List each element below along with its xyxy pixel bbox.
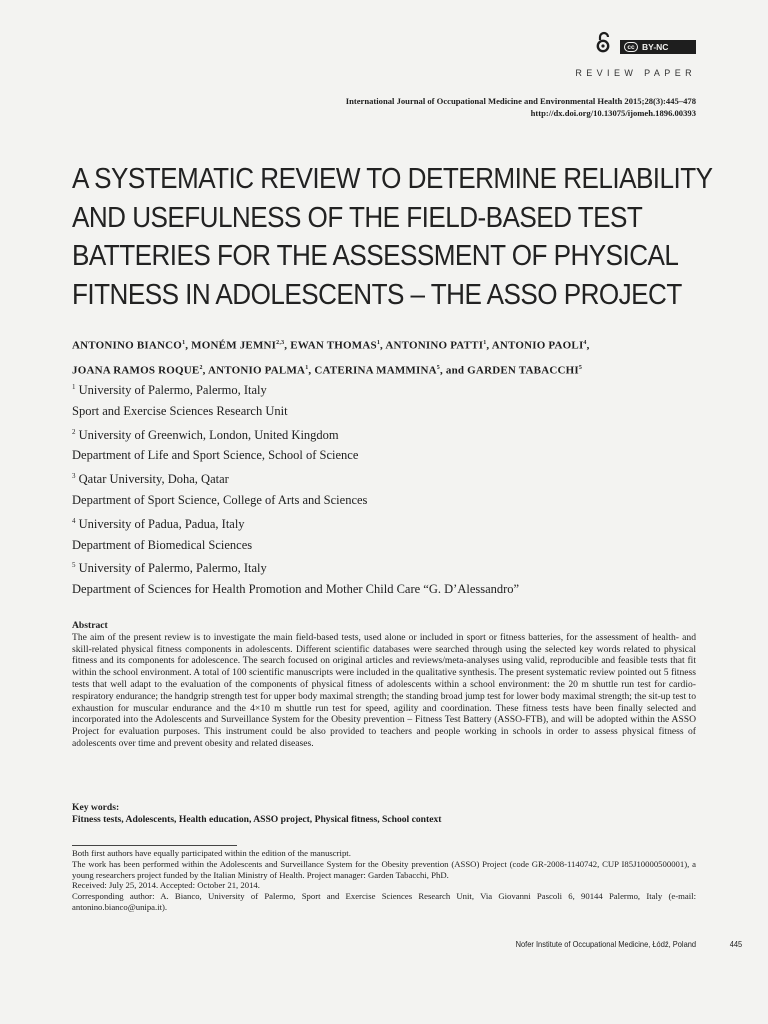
affil-text: University of Greenwich, London, United Kingdom — [78, 427, 339, 442]
journal-citation: International Journal of Occupational Medicine and Environmental Health 2015;28(3):445–478 — [345, 96, 696, 106]
author-separator: , — [185, 339, 192, 352]
author-affil-marker: 2 — [199, 364, 203, 371]
author-separator: , — [202, 364, 208, 377]
author-separator: , — [586, 339, 590, 352]
affil-text: Department of Biomedical Sciences — [72, 537, 253, 552]
author-affil-marker: 2,3 — [276, 340, 285, 346]
article-title — [72, 160, 713, 314]
affil-text: Qatar University, Doha, Qatar — [78, 472, 229, 487]
author-affil-marker: 1 — [182, 340, 186, 346]
author-separator: , — [486, 339, 492, 352]
author-separator: , and — [439, 364, 468, 377]
affiliation-line — [72, 445, 712, 466]
abstract-heading: Abstract — [72, 620, 108, 631]
author-name: EWAN THOMAS — [290, 339, 377, 352]
author-affil-marker: 1 — [376, 340, 381, 346]
author-name: GARDEN TABACCHI — [467, 364, 579, 377]
author-affil-marker: 1 — [305, 364, 309, 371]
affil-text: University of Palermo, Palermo, Italy — [78, 383, 267, 398]
author-name: ANTONIO PALMA — [207, 364, 306, 377]
author-separator: , — [284, 339, 291, 352]
creative-commons-icon: cc — [624, 42, 638, 52]
footnote-item: Corresponding author: A. Bianco, University of Palermo, Sport and Exercise Sciences Research Unit, Via Giovanni Pascoli 6, 90144 Palermo, Italy (e-mail: antonino.bianco@unipa.it). — [72, 891, 696, 912]
author-name: MONÉM JEMNI — [191, 339, 277, 352]
keywords-heading: Key words: — [72, 802, 120, 813]
affiliation-line — [72, 511, 712, 535]
affiliation-line — [72, 535, 712, 556]
author-affil-marker: 5 — [578, 364, 583, 371]
open-access-icon — [594, 31, 612, 53]
abstract-body: The aim of the present review is to investigate the main field-based tests, used alone or included in sport or fitness batteries, for the assessment of health- and skill-related physical fitness components in adolescents. Different scientific databases were searched through using the selected key words related to physical fitness and its components for adolescence. The search focused on original articles and reviews/meta-analyses using valid, reproducible and feasible tests that fit within the school environment. A total of 100 scientific manuscripts were included in the qualitative synthesis. The present systematic review pointed out 5 fitness tests that well adapt to the evaluation of the components of physical fitness of adolescents within a school environment: the 20 m shuttle run test for cardio-respiratory endurance; the handgrip strength test for upper body maximal strength; the standing broad jump test for lower body maximal strength; the sit-up test to exhaustion for muscular endurance and the 4×10 m shuttle run test for speed, agility and coordination. These fitness tests have been finally selected and incorporated into the Adolescents and Surveillance System for the Obesity prevention – Fitness Test Battery (ASSO-FTB), and will be adopted within the ASSO Project for evaluation purposes. This instrument could be also provided to teachers and people working in schools in order to assess physical fitness of adolescents over time and prevent obesity and related diseases. — [72, 631, 696, 749]
affil-marker: 1 — [72, 383, 76, 391]
affil-text: University of Palermo, Palermo, Italy — [78, 561, 267, 576]
affiliation-line — [72, 401, 712, 422]
author-affil-marker: 4 — [583, 340, 587, 346]
title-line: A SYSTEMATIC REVIEW TO DETERMINE RELIABILITY — [72, 163, 713, 195]
affil-text: Department of Sciences for Health Promotion and Mother Child Care “G. D’Alessandro” — [72, 582, 520, 597]
author-separator: , — [380, 339, 386, 352]
affil-text: Department of Sport Science, College of Arts and Sciences — [72, 492, 368, 507]
affiliation-line — [72, 466, 712, 490]
section-label: REVIEW PAPER — [575, 68, 696, 78]
affil-marker: 3 — [72, 472, 76, 481]
affil-marker: 4 — [72, 516, 76, 525]
affil-text: Sport and Exercise Sciences Research Unit — [72, 403, 288, 418]
author-list — [72, 332, 712, 381]
affiliation-line — [72, 377, 712, 401]
author-name: ANTONINO PATTI — [385, 339, 484, 352]
author-affil-marker: 1 — [483, 340, 487, 346]
keywords-list: Fitness tests, Adolescents, Health education, ASSO project, Physical fitness, School context — [72, 813, 442, 825]
license-label: BY-NC — [642, 42, 669, 52]
author-name: CATERINA MAMMINA — [314, 364, 437, 377]
author-name: ANTONINO BIANCO — [72, 339, 183, 352]
affiliation-list — [72, 377, 712, 600]
author-name: JOANA RAMOS ROQUE — [72, 364, 200, 377]
footnotes — [72, 848, 696, 913]
affil-marker: 5 — [72, 561, 76, 570]
page-number: 445 — [729, 939, 742, 949]
affiliation-line — [72, 422, 712, 446]
affil-marker: 2 — [72, 427, 76, 436]
license-badge[interactable] — [620, 40, 696, 54]
affiliation-line — [72, 579, 712, 600]
footnote-divider — [72, 845, 237, 846]
affil-text: University of Padua, Padua, Italy — [78, 516, 245, 531]
abstract — [72, 620, 696, 750]
journal-header — [346, 95, 696, 119]
publisher-footer: Nofer Institute of Occupational Medicine, Łódź, Poland — [515, 939, 696, 949]
title-line: FITNESS IN ADOLESCENTS – THE ASSO PROJECT — [72, 278, 682, 311]
footnote-item: Received: July 25, 2014. Accepted: October 21, 2014. — [72, 880, 260, 891]
title-line: BATTERIES FOR THE ASSESSMENT OF PHYSICAL — [72, 240, 679, 272]
affiliation-line — [72, 555, 712, 579]
affiliation-line — [72, 490, 712, 511]
footnote-item: The work has been performed within the Adolescents and Surveillance System for the Obesity prevention (ASSO) Project (code GR-2008-1140742, CUP I85J10000500001), a young researchers project funded by the Italian Ministry of Health. Project manager: Garden Tabacchi, PhD. — [72, 858, 696, 880]
author-name: ANTONIO PAOLI — [491, 339, 584, 352]
author-separator: , — [308, 364, 315, 377]
author-affil-marker: 5 — [436, 364, 440, 371]
footnote-item: Both first authors have equally participated within the edition of the manuscript. — [72, 848, 351, 858]
doi-link[interactable]: http://dx.doi.org/10.13075/ijomeh.1896.00393 — [530, 108, 696, 118]
title-line: AND USEFULNESS OF THE FIELD-BASED TEST — [72, 201, 643, 234]
keywords — [72, 802, 696, 826]
affil-text: Department of Life and Sport Science, School of Science — [72, 448, 359, 463]
